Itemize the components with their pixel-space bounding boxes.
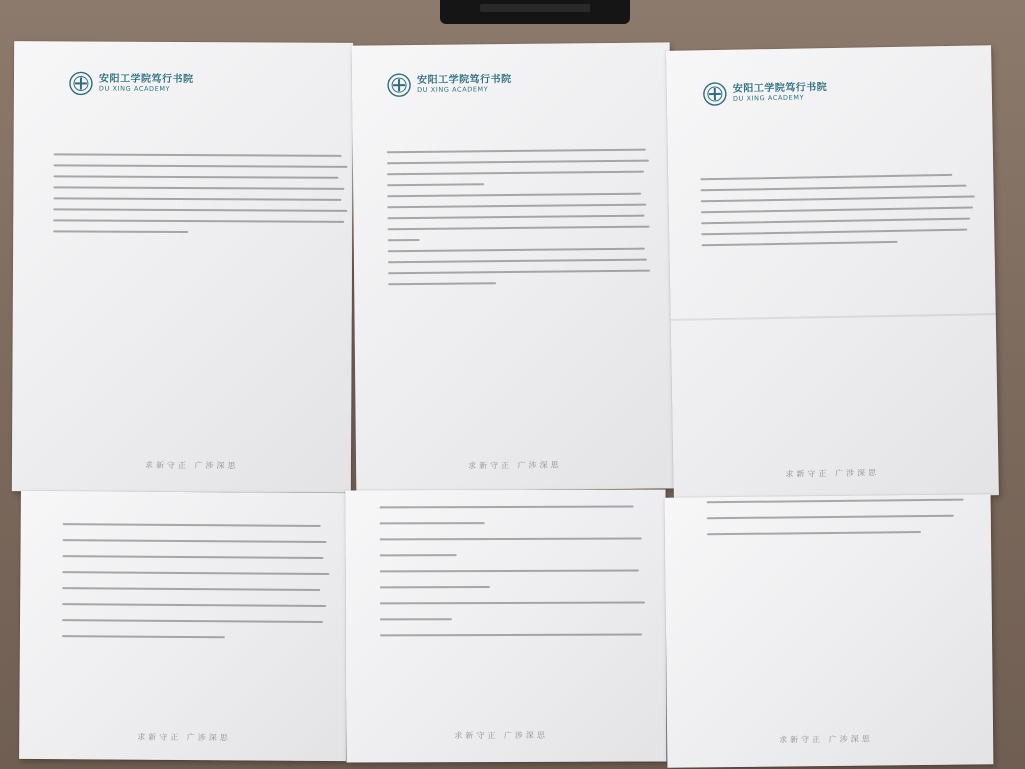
academy-logo-icon — [69, 71, 93, 95]
academy-motto-footer: 求新守正 广涉深思 — [779, 734, 873, 745]
handwritten-paragraph — [387, 148, 658, 294]
academy-header — [703, 80, 828, 106]
academy-logo-icon — [387, 73, 411, 97]
handwritten-paragraph — [62, 523, 335, 653]
academy-name-en: DU XING ACADEMY — [732, 93, 805, 104]
academy-name-cn: 安阳工学院笃行书院 — [416, 73, 512, 86]
keyboard-edge — [440, 0, 630, 24]
academy-name-cn: 安阳工学院笃行书院 — [98, 73, 194, 85]
letter-sheet-4 — [19, 491, 348, 761]
academy-name-cn: 安阳工学院笃行书院 — [732, 81, 828, 95]
letter-sheet-2 — [352, 42, 675, 491]
handwritten-paragraph — [700, 173, 981, 255]
academy-header — [387, 72, 512, 97]
academy-motto-footer: 求新守正 广涉深思 — [785, 468, 880, 479]
handwritten-paragraph — [707, 498, 975, 549]
letter-sheet-3 — [666, 45, 999, 501]
handwritten-paragraph — [380, 505, 657, 650]
academy-header — [69, 71, 194, 96]
academy-motto-footer: 求新守正 广涉深思 — [454, 730, 548, 741]
academy-logo-icon — [703, 82, 727, 106]
academy-motto-footer: 求新守正 广涉深思 — [468, 460, 562, 471]
academy-motto-footer: 求新守正 广涉深思 — [144, 460, 239, 471]
handwritten-paragraph — [53, 153, 353, 243]
letter-sheet-5 — [346, 489, 667, 762]
paper-fold — [671, 313, 996, 321]
academy-name-en: DU XING ACADEMY — [98, 84, 171, 94]
academy-motto-footer: 求新守正 广涉深思 — [137, 732, 231, 743]
letter-sheet-1 — [12, 41, 353, 493]
letter-sheet-6 — [665, 494, 994, 767]
academy-name-en: DU XING ACADEMY — [417, 85, 489, 95]
